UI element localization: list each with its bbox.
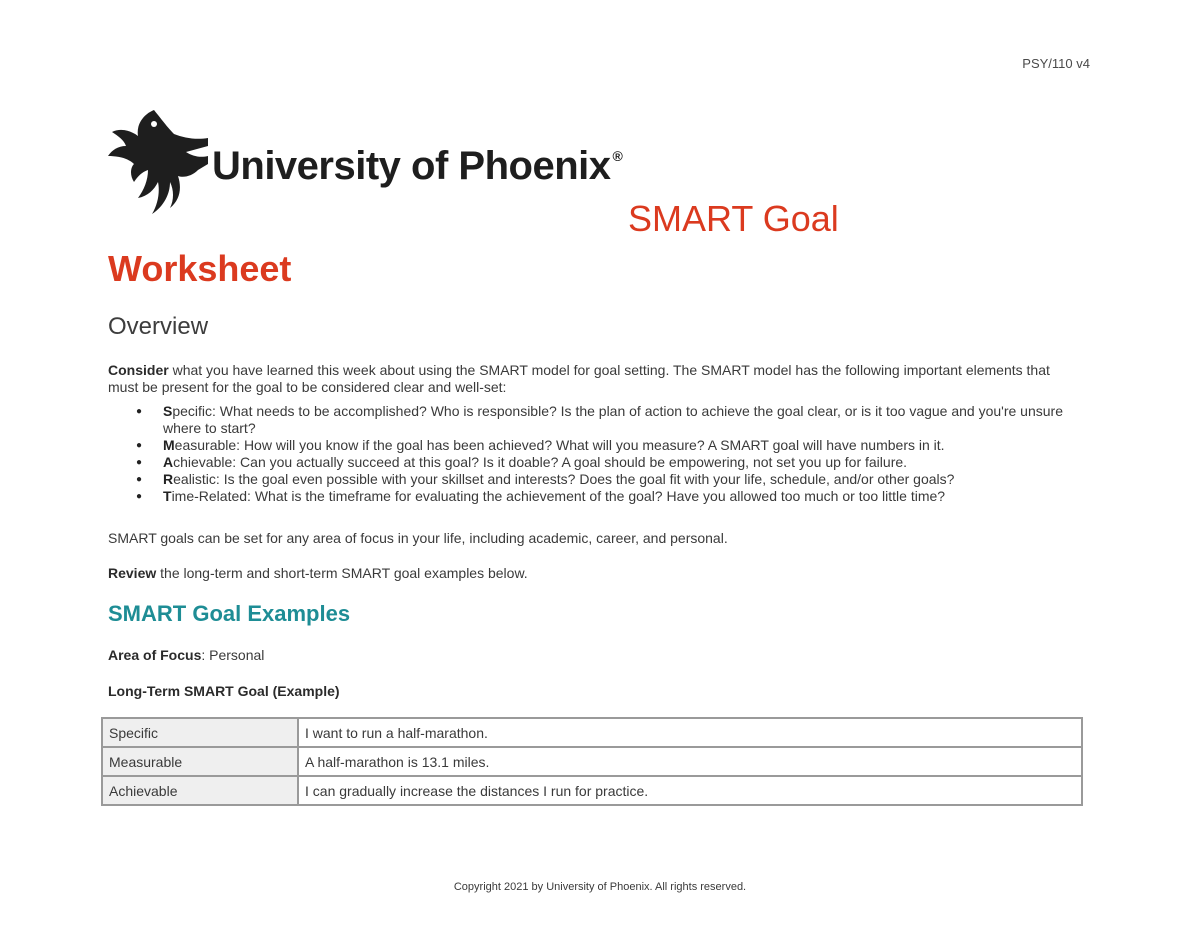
university-logo: [108, 106, 623, 218]
intro-bold: Consider: [108, 362, 169, 378]
review-paragraph: [108, 565, 1068, 582]
bullet-text: ealistic: Is the goal even possible with your skillset and interests? Does the goal fit with your life, schedule, and/or other goals?: [173, 471, 955, 487]
smart-areas-paragraph: SMART goals can be set for any area of focus in your life, including academic, career, and personal.: [108, 530, 728, 546]
bullet-text: ime-Related: What is the timeframe for evaluating the achievement of the goal? Have you allowed too much or too little time?: [171, 488, 946, 504]
bullet-text: pecific: What needs to be accomplished? Who is responsible? Is the plan of action to achieve the goal clear, or is it too vague and you're unsure where to start?: [163, 403, 1063, 436]
table-row: [102, 776, 1082, 805]
logo-wordmark: [212, 144, 622, 189]
overview-heading: Overview: [108, 313, 209, 340]
area-value: : Personal: [201, 647, 265, 663]
registered-mark: ®: [612, 148, 623, 164]
smart-bullet-list: [108, 403, 1098, 505]
review-bold: Review: [108, 565, 157, 581]
bullet-text: easurable: How will you know if the goal has been achieved? What will you measure? A SMART goal will have numbers in it.: [174, 437, 945, 453]
long-term-goal-table: [101, 717, 1083, 806]
bullet-letter: T: [163, 488, 172, 504]
list-item: [108, 454, 1098, 471]
table-row: [102, 718, 1082, 747]
long-term-heading: Long-Term SMART Goal (Example): [108, 683, 340, 699]
course-code: PSY/110 v4: [1022, 56, 1090, 71]
table-row: [102, 747, 1082, 776]
row-value: A half-marathon is 13.1 miles.: [298, 747, 1082, 776]
review-text: the long-term and short-term SMART goal examples below.: [156, 565, 528, 581]
row-label: Specific: [102, 718, 298, 747]
bullet-letter: A: [163, 454, 174, 470]
area-label: Area of Focus: [108, 647, 202, 663]
copyright-footer: Copyright 2021 by University of Phoenix. All rights reserved.: [453, 881, 747, 893]
row-value: I want to run a half-marathon.: [298, 718, 1082, 747]
row-value: I can gradually increase the distances I run for practice.: [298, 776, 1082, 805]
phoenix-emblem-icon: [108, 106, 208, 218]
intro-text: what you have learned this week about using the SMART model for goal setting. The SMART model has the following important elements that must be present for the goal to be considered clear and well-set:: [108, 362, 1050, 395]
row-label: Achievable: [102, 776, 298, 805]
bullet-letter: R: [163, 471, 174, 487]
list-item: [108, 437, 1098, 454]
wordmark-text: University of Phoenix: [212, 144, 611, 188]
bullet-letter: M: [163, 437, 175, 453]
row-label: Measurable: [102, 747, 298, 776]
title-line-2: Worksheet: [108, 248, 292, 289]
examples-heading: SMART Goal Examples: [108, 601, 351, 626]
intro-paragraph: [108, 362, 1068, 396]
title-line-1: SMART Goal: [628, 198, 839, 239]
list-item: [108, 403, 1098, 437]
area-of-focus: [108, 647, 1068, 664]
list-item: [108, 488, 1098, 505]
list-item: [108, 471, 1098, 488]
bullet-text: chievable: Can you actually succeed at this goal? Is it doable? A goal should be empowering, not set you up for failure.: [173, 454, 908, 470]
bullet-letter: S: [163, 403, 173, 419]
